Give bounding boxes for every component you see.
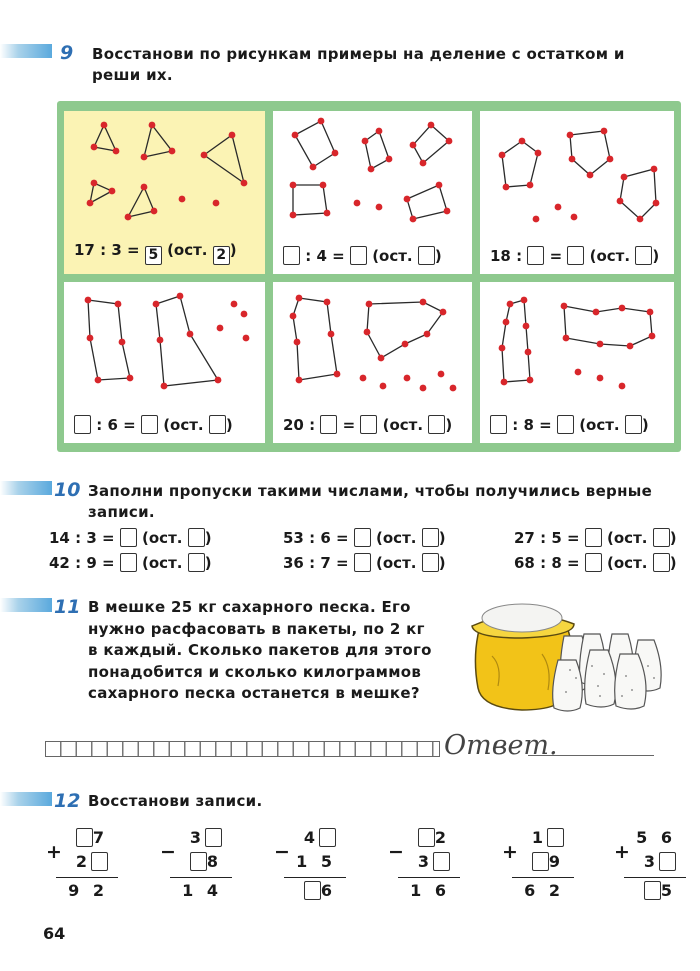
remainder-box[interactable] [422, 553, 439, 572]
divisor-box[interactable] [527, 246, 544, 265]
quotient-box[interactable] [141, 415, 158, 434]
digit-box[interactable] [547, 828, 564, 847]
quotient-box[interactable] [354, 553, 371, 572]
remainder-box[interactable] [422, 528, 439, 547]
cell-20-div-blank [273, 282, 472, 443]
cell-blank-div-6 [64, 282, 265, 443]
task-12-number: 12 [54, 790, 81, 812]
quotient-box[interactable] [354, 528, 371, 547]
task-9-marker [0, 44, 52, 58]
dividend-box[interactable] [283, 246, 300, 265]
quotient-box[interactable] [350, 246, 367, 265]
digit-box[interactable] [433, 852, 450, 871]
page-number: 64 [43, 924, 66, 943]
quotient-box[interactable] [567, 246, 584, 265]
digit-box[interactable] [190, 852, 207, 871]
cell-17-div-3 [64, 111, 265, 274]
digit-box[interactable] [304, 881, 321, 900]
quotient-box[interactable]: 5 [145, 246, 162, 265]
task-9-text: Восстанови по рисункам примеры на деление с остатком и реши их. [92, 45, 625, 84]
quotient-box[interactable] [585, 553, 602, 572]
task-9-panel [57, 101, 681, 452]
equation: 20 : = (ост. ) [283, 416, 453, 434]
column-calc-3: − 4 1 5 6 [274, 825, 348, 905]
task-10-item: 14 : 3 = (ост. ) [49, 529, 212, 547]
column-calc-1: + 7 2 9 2 [46, 825, 120, 905]
task-10-item: 68 : 8 = (ост. ) [514, 554, 677, 572]
digit-box[interactable] [76, 828, 93, 847]
column-calc-5: + 1 9 6 2 [502, 825, 576, 905]
remainder-box[interactable] [428, 415, 445, 434]
remainder-box[interactable] [209, 415, 226, 434]
quotient-box[interactable] [120, 528, 137, 547]
task-10-marker [0, 481, 52, 495]
remainder-box[interactable] [653, 528, 670, 547]
quotient-box[interactable] [557, 415, 574, 434]
remainder-box[interactable] [418, 246, 435, 265]
task-11-text: В мешке 25 кг сахарного песка. Его нужно расфасовать в пакеты, по 2 кг в каждый. Сколько пакетов для этого понадобится и сколько килограммов сахарного песка останется в мешке? [88, 598, 432, 702]
quotient-box[interactable] [585, 528, 602, 547]
equation: : 6 = (ост. ) [74, 415, 233, 434]
digit-box[interactable] [205, 828, 222, 847]
column-calc-2: − 3 8 1 4 [160, 825, 234, 905]
remainder-box[interactable] [188, 553, 205, 572]
task-12-marker [0, 792, 52, 806]
remainder-box[interactable] [635, 246, 652, 265]
digit-box[interactable] [644, 881, 661, 900]
digit-box[interactable] [532, 852, 549, 871]
quotient-box[interactable] [120, 553, 137, 572]
remainder-box[interactable] [653, 553, 670, 572]
task-10-item: 53 : 6 = (ост. ) [283, 529, 446, 547]
answer-label: Ответ. [444, 730, 558, 761]
answer-grid[interactable] [45, 741, 440, 757]
task-12-text: Восстанови записи. [88, 792, 263, 810]
remainder-box[interactable] [625, 415, 642, 434]
equation: 17 : 3 = 5 (ост. 2 ) [74, 241, 237, 263]
divisor-box[interactable] [320, 415, 337, 434]
task-10-item: 36 : 7 = (ост. ) [283, 554, 446, 572]
quotient-box[interactable] [360, 415, 377, 434]
digit-box[interactable] [418, 828, 435, 847]
column-calc-6: + 5 6 3 5 [614, 825, 688, 905]
digit-box[interactable] [91, 852, 108, 871]
cell-18-div-blank [480, 111, 674, 274]
equation: : 8 = (ост. ) [490, 415, 649, 434]
equation: : 4 = (ост. ) [283, 246, 442, 265]
digit-box[interactable] [319, 828, 336, 847]
task-10-number: 10 [54, 479, 81, 501]
remainder-box[interactable] [188, 528, 205, 547]
dividend-box[interactable] [490, 415, 507, 434]
equation: 18 : = (ост. ) [490, 247, 660, 265]
answer-line[interactable] [528, 755, 654, 756]
task-10-text: Заполни пропуски такими числами, чтобы получились верные записи. [88, 482, 653, 521]
dividend-box[interactable] [74, 415, 91, 434]
cell-blank-div-4 [273, 111, 472, 274]
digit-box[interactable] [659, 852, 676, 871]
sugar-sack-illustration [462, 596, 692, 716]
task-11-marker [0, 598, 52, 612]
task-10-item: 42 : 9 = (ост. ) [49, 554, 212, 572]
task-11-number: 11 [54, 596, 81, 618]
cell-blank-div-8 [480, 282, 674, 443]
task-10-item: 27 : 5 = (ост. ) [514, 529, 677, 547]
task-9-number: 9 [60, 42, 74, 64]
remainder-box[interactable]: 2 [213, 246, 230, 265]
column-calc-4: − 2 3 1 6 [388, 825, 462, 905]
